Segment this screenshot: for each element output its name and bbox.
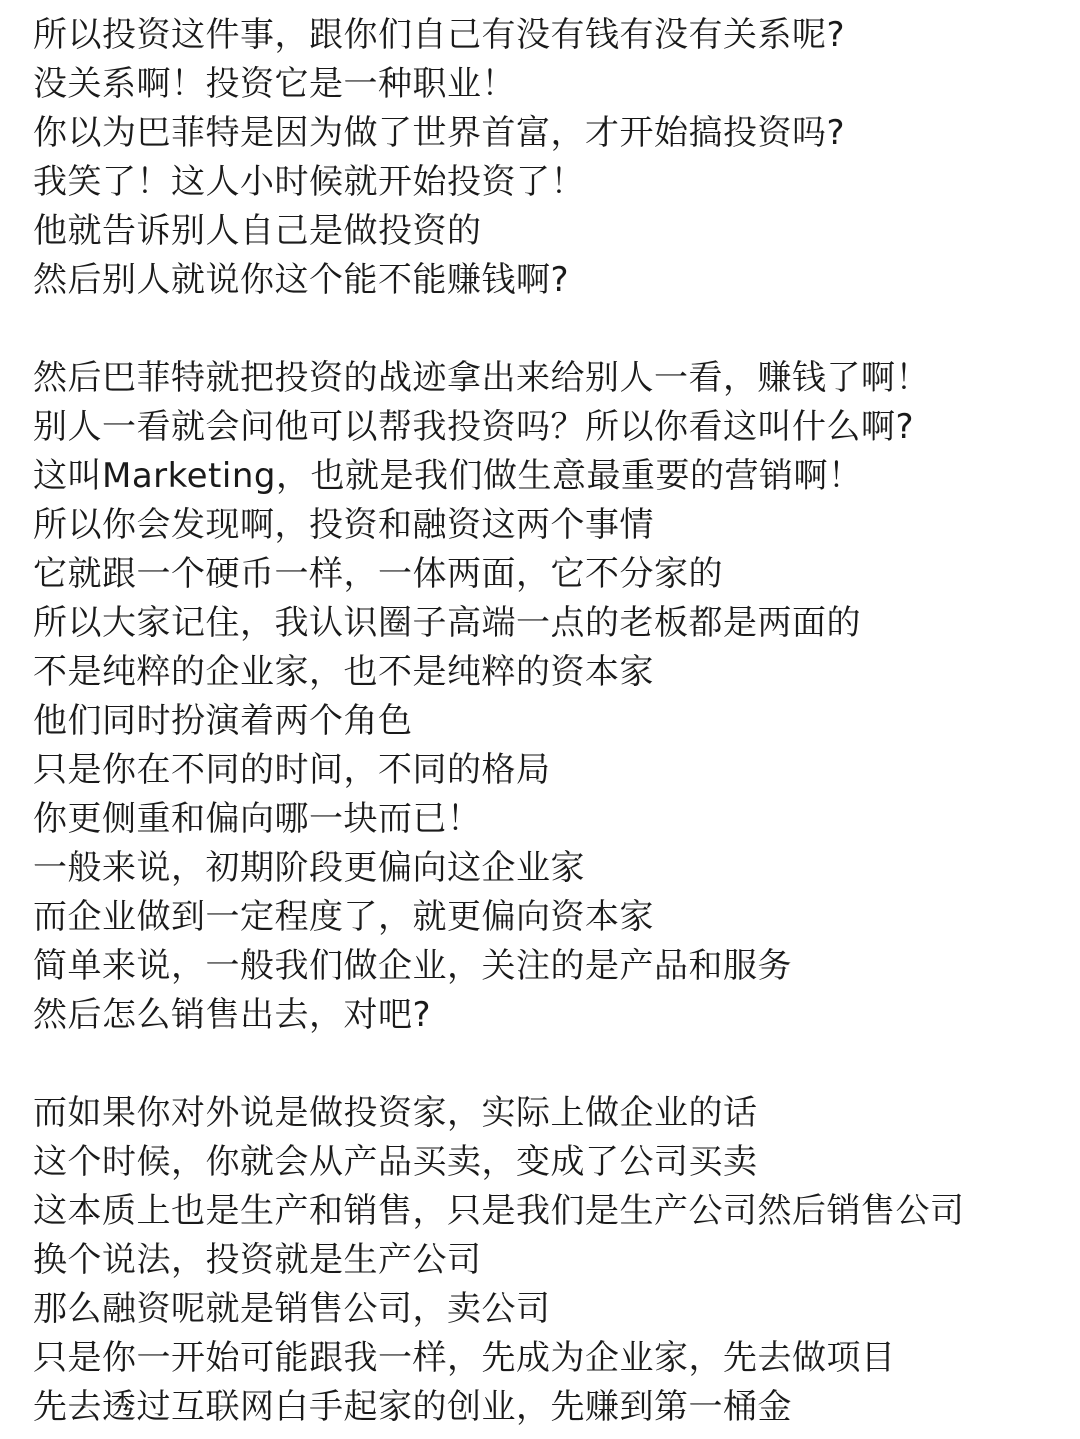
- text-line: 而企业做到一定程度了，就更偏向资本家: [33, 897, 654, 937]
- text-line: 换个说法，投资就是生产公司: [33, 1240, 482, 1280]
- text-line: 而如果你对外说是做投资家，实际上做企业的话: [33, 1093, 758, 1133]
- text-line: 所以大家记住，我认识圈子高端一点的老板都是两面的: [33, 603, 861, 643]
- text-line: 这个时候，你就会从产品买卖，变成了公司买卖: [33, 1142, 758, 1182]
- text-line: 只是你一开始可能跟我一样，先成为企业家，先去做项目: [33, 1338, 896, 1378]
- text-line: 它就跟一个硬币一样，一体两面，它不分家的: [33, 554, 723, 594]
- text-line: 没关系啊！投资它是一种职业！: [33, 64, 516, 104]
- text-line: 然后巴菲特就把投资的战迹拿出来给别人一看，赚钱了啊！: [33, 358, 930, 398]
- text-line: 你以为巴菲特是因为做了世界首富，才开始搞投资吗?: [33, 113, 846, 153]
- paragraph-break: [33, 1040, 1073, 1089]
- text-line: 简单来说，一般我们做企业，关注的是产品和服务: [33, 946, 792, 986]
- text-line: 然后别人就说你这个能不能赚钱啊?: [33, 260, 570, 300]
- text-line: 我笑了！这人小时候就开始投资了！: [33, 162, 585, 202]
- text-line: 所以投资这件事，跟你们自己有没有钱有没有关系呢?: [33, 15, 846, 55]
- text-line: 别人一看就会问他可以帮我投资吗？所以你看这叫什么啊?: [33, 407, 915, 447]
- text-line: 他就告诉别人自己是做投资的: [33, 211, 482, 251]
- text-line: 这本质上也是生产和销售，只是我们是生产公司然后销售公司: [33, 1191, 965, 1231]
- text-line: 他们同时扮演着两个角色: [33, 701, 413, 741]
- text-line: 然后怎么销售出去，对吧?: [33, 995, 432, 1035]
- text-line: 所以你会发现啊，投资和融资这两个事情: [33, 505, 654, 545]
- text-line: 那么融资呢就是销售公司，卖公司: [33, 1289, 551, 1329]
- paragraph-break: [33, 305, 1073, 354]
- text-line: 你更侧重和偏向哪一块而已！: [33, 799, 482, 839]
- text-line: 这叫Marketing，也就是我们做生意最重要的营销啊！: [33, 456, 863, 496]
- text-line: 不是纯粹的企业家，也不是纯粹的资本家: [33, 652, 654, 692]
- text-line: 先去透过互联网白手起家的创业，先赚到第一桶金: [33, 1387, 792, 1427]
- text-line: 一般来说，初期阶段更偏向这企业家: [33, 848, 585, 888]
- document-text: [33, 0, 1073, 1432]
- cropped-top-line: [33, 0, 1073, 11]
- text-line: 只是你在不同的时间，不同的格局: [33, 750, 551, 790]
